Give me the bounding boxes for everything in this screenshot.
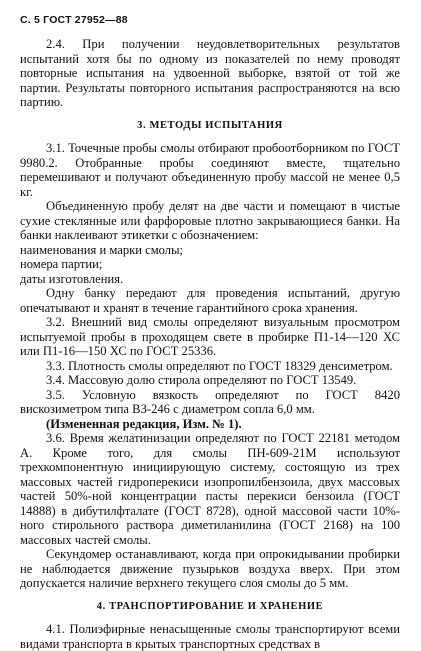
paragraph-3-4: 3.4. Массовую долю стирола определяют по ГОСТ 13549. <box>46 373 357 387</box>
paragraph-3-1-storage: Одну банку передают для проведения испытаний, другую опечатывают и хранят в течение гарантийного срока хранения. <box>20 286 400 315</box>
paragraph-3-6-stopwatch: Секундомер останавливают, когда при опрокидывании пробирки не наблюдается движение пузырьков воздуха вверх. При этом допускается наличие верхнего текущего слоя смолы до 5 мм. <box>20 547 400 590</box>
label-item: даты изготовления. <box>20 271 124 286</box>
paragraph-3-3: 3.3. Плотность смолы определяют по ГОСТ 18329 денсиметром. <box>46 358 393 373</box>
paragraph-3-6: 3.6. Время желатинизации определяют по ГОСТ 22181 методом А. Кроме того, для смолы ПН-609-21М используют трехкомпонентную инициирующую систему, состоящую из трех массовых частей гидроперекиси изопропилбензоила, двух массовых частей 50%-ной концентрации пасты перекиси бензоила (ГОСТ 14888) в дибутилфталате (ГОСТ 8728), одной массовой части 10%-ного стирольного раствора диметиланилина (ГОСТ 2168) на 100 массовых частей смолы. <box>20 431 400 547</box>
label-item: наименования и марки смолы; <box>20 242 184 257</box>
paragraph-3-5: 3.5. Условную вязкость определяют по ГОСТ 8420 вискозиметром типа ВЗ-246 с диаметром сопла 6,0 мм. <box>20 387 400 416</box>
paragraph-3-1-split: Объединенную пробу делят на две части и помещают в чистые сухие стеклянные или фарфоровые плотно закрывающиеся банки. На банки наклеивают этикетки с обозначением: <box>20 199 400 242</box>
edit-note: (Измененная редакция, Изм. № 1). <box>46 416 242 431</box>
label-item: номера партии; <box>20 257 103 271</box>
paragraph-2-4: 2.4. При получении неудовлетворительных результатов испытаний хотя бы по одному из показателей по нему проводят повторные испытания на удвоенной выборке, взятой от той же партии. Результаты повторного испытания распространяются на всю партию. <box>20 37 400 109</box>
section-4-title: 4. ТРАНСПОРТИРОВАНИЕ И ХРАНЕНИЕ <box>96 600 324 612</box>
document-body <box>20 37 400 651</box>
paragraph-3-1: 3.1. Точечные пробы смолы отбирают пробоотборником по ГОСТ 9980.2. Отобранные пробы соединяют вместе, тщательно перемешивают и получают объединенную пробу массой не менее 0,5 кг. <box>20 141 400 199</box>
section-3-title: 3. МЕТОДЫ ИСПЫТАНИЯ <box>137 119 283 131</box>
page-header: С. 5 ГОСТ 27952—88 <box>20 14 128 26</box>
paragraph-3-2: 3.2. Внешний вид смолы определяют визуальным просмотром испытуемой пробы в проходящем свете в пробирке П1-14—120 ХС или П1-16—150 ХС по ГОСТ 25336. <box>20 315 400 358</box>
paragraph-4-1: 4.1. Полиэфирные ненасыщенные смолы транспортируют всеми видами транспорта в крытых транспортных средствах в <box>20 622 400 651</box>
